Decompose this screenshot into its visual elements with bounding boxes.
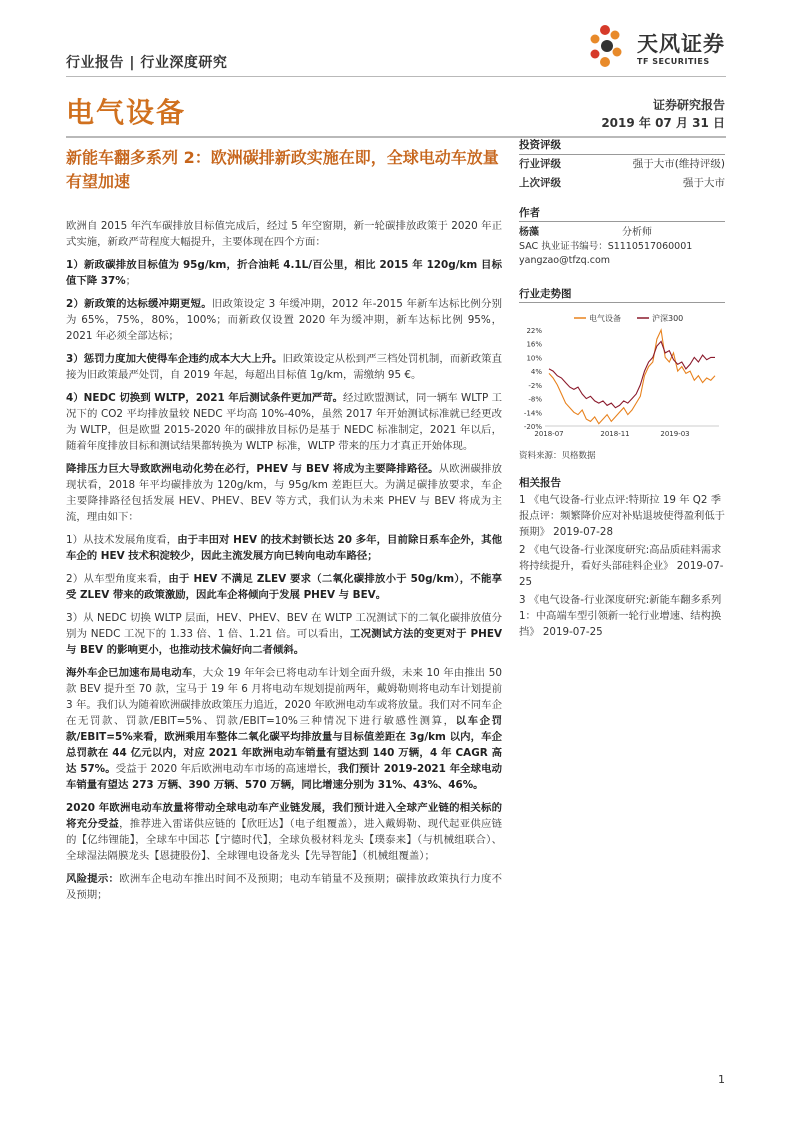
point-4 (66, 390, 502, 454)
trend-heading-block (519, 286, 725, 303)
point-3-text: 旧政策设定从松到严三档处罚机制，而新政策直接为旧政策最严处罚，自 2019 年起，每超出目标值 1g/km，需缴纳 95 €。 (66, 353, 502, 381)
reason-3-text: 3）从 NEDC 切换 WLTP 层面，HEV、PHEV、BEV 在 WLTP 工况测试下的二氧化碳排放值分别为 NEDC 工况下的 1.33 倍、1 倍、1.21 倍。可以看出， (66, 612, 502, 640)
y-tick-label: -2% (528, 381, 542, 390)
trend-chart (519, 308, 725, 443)
risk-label: 风险提示： (66, 873, 120, 885)
logo-mark-icon (585, 22, 635, 72)
reason-1-text: 1）从技术发展角度看， (66, 534, 178, 546)
page-number: 1 (718, 1073, 725, 1086)
report-category: 行业报告 | 行业深度研究 (66, 55, 228, 71)
trend-chart-svg (519, 308, 725, 443)
author-name: 杨藻 (519, 227, 539, 238)
company-logo (585, 20, 730, 74)
point-3-bold: 3）惩罚力度加大使得车企违约成本大大上升。 (66, 353, 283, 365)
main-title: 新能车翻多系列 2：欧洲碳排新政实施在即，全球电动车放量有望加速 (66, 148, 499, 191)
report-date: 2019 年 07 月 31 日 (601, 116, 725, 130)
phev-bev-paragraph (66, 461, 502, 525)
point-1-bold: 1）新政碳排放目标值为 95g/km，折合油耗 4.1L/百公里，相比 2015 年 120g/km 目标值下降 37% (66, 259, 502, 287)
point-4-text: 经过欧盟测试，同一辆车 WLTP 工况下的 CO2 平均排放量较 NEDC 平均高 10%-40%，虽然 2017 年开始测试标准就已经更改为 WLTP，但是欧盟 2015-2020 年的碳排放目标仍是基于 NEDC 标准制定，2021 年以后，随着年度排放目标和测试结果都转换为 WLTP 标准，WLTP 带来的压力才真正开始体现。 (66, 392, 503, 452)
overseas-text-b: 受益于 2020 年后欧洲电动车市场的高速增长， (115, 763, 338, 775)
rating-panel (519, 136, 725, 193)
y-tick-label: 16% (526, 340, 542, 349)
ref-item[interactable]: 3 《电气设备-行业深度研究:新能车翻多系列 1：中高端车型引领新一轮行业增速、结构换挡》 2019-07-25 (519, 594, 722, 638)
point-1 (66, 257, 502, 289)
risk-paragraph (66, 871, 502, 903)
overseas-paragraph (66, 665, 502, 793)
point-2-bold: 2）新政策的达标缓冲期更短。 (66, 298, 212, 310)
ref-item[interactable]: 2 《电气设备-行业深度研究:高品质硅料需求将持续提升，看好头部硅料企业》 2019-07-25 (519, 544, 724, 588)
report-type: 证券研究报告 (652, 98, 725, 112)
x-tick-label: 2019-03 (660, 430, 690, 438)
report-body (66, 218, 502, 910)
reason-1-bold: 由于丰田对 HEV 的技术封锁长达 20 多年，目前除日系车企外，其他车企的 HEV 技术积淀较少，因此主流发展方向已转向电动车路径； (66, 534, 502, 562)
trend-divider (519, 302, 725, 303)
y-tick-label: -8% (528, 395, 542, 404)
intro-paragraph: 欧洲自 2015 年汽车碳排放目标值完成后，经过 5 年空窗期，新一轮碳排放政策于 2020 年正式实施，新政严苛程度大幅提升，主要体现在四个方面： (66, 220, 502, 248)
point-3 (66, 351, 502, 383)
x-tick-label: 2018-11 (600, 430, 630, 438)
author-panel (519, 205, 725, 268)
phev-bev-text: 从欧洲碳排放现状看，2018 年平均碳排放为 120g/km，与 95g/km 差距巨大。为满足碳排放要求，车企主要降排路径包括发展 HEV、PHEV、BEV 等方式，我们认为未来 PHEV 与 BEV 将成为主流，理由如下： (66, 463, 502, 523)
y-tick-label: 22% (526, 327, 542, 335)
prev-rating-label: 上次评级 (519, 177, 561, 189)
reason-3 (66, 610, 502, 658)
logo-text: 天风证券 (637, 32, 725, 56)
industry-rating-label: 行业评级 (519, 158, 561, 170)
refs-heading-block (519, 476, 725, 490)
author-divider (519, 221, 725, 222)
recommend-paragraph (66, 800, 502, 864)
series-line (549, 341, 715, 407)
point-4-bold: 4）NEDC 切换到 WLTP，2021 年后测试条件更加严苛。 (66, 392, 344, 404)
ref-item[interactable]: 1 《电气设备-行业点评:特斯拉 19 年 Q2 季报点评：频繁降价应对补贴退坡使得盈利低于预期》 2019-07-28 (519, 494, 725, 538)
author-row (519, 225, 725, 240)
reason-2-bold-b: 不能享受 ZLEV 带来的政策激励，因此车企将倾向于发展 PHEV 与 BEV。 (66, 573, 502, 601)
series-line (549, 330, 715, 424)
author-heading: 作者 (519, 207, 540, 219)
prev-rating-row (519, 174, 725, 193)
industry-rating-row (519, 155, 725, 174)
reason-2 (66, 571, 502, 603)
header-divider (66, 76, 726, 77)
recommend-text: ，推荐进入雷诺供应链的【欣旺达】（电子组覆盖），进入戴姆勒、现代起亚供应链的【亿纬锂能】，全球车中国芯【宁德时代】，全球负极材料龙头【璞泰来】（与机械组联合）、全球湿法隔膜龙头【恩捷股份】、全球锂电设备龙头【先导智能】（机械组覆盖）； (66, 818, 502, 862)
overseas-bold-c: 我们预计 2019-2021 年全球电动车销量有望达 273 万辆、390 万辆、570 万辆，同比增速分别为 31%、43%、46%。 (66, 763, 502, 791)
refs-heading: 相关报告 (519, 477, 561, 489)
point-1-text: ； (125, 275, 137, 287)
overseas-text-a: ，大众 19 年年会已将电动车计划全面升级，未来 10 年由推出 50 款 BEV 提升至 70 款，宝马于 19 年 6 月将电动车规划提前两年，戴姆勒则将电动车计划提前 3 年。我们认为随着欧洲碳排放政策压力追近，2020 年欧洲电动车或将放量。我们对不同车企在无罚款、罚款/EBIT=5%、罚款/EBIT=10%三种情况下进行敏感性测算， (66, 667, 502, 727)
x-tick-label: 2018-07 (534, 430, 564, 438)
y-tick-label: -14% (523, 409, 542, 418)
risk-text: 欧洲车企电动车推出时间不及预期；电动车销量不及预期；碳排放政策执行力度不及预期； (66, 873, 502, 901)
phev-bev-bold: 降排压力巨大导致欧洲电动化势在必行，PHEV 与 BEV 将成为主要降排路径。 (66, 463, 439, 475)
sector-title: 电气设备 (66, 96, 187, 129)
trend-heading: 行业走势图 (519, 288, 572, 300)
prev-rating-value: 强于大市 (683, 177, 725, 189)
legend-label: 电气设备 (589, 314, 621, 323)
y-tick-label: 4% (530, 368, 542, 377)
reason-2-bold-a: 由于 HEV 不满足 ZLEV 要求（二氧化碳排放小于 50g/km）， (168, 573, 471, 585)
chart-source: 资料来源：贝格数据 (519, 451, 596, 461)
author-role: 分析师 (622, 227, 652, 238)
legend-label: 沪深300 (652, 314, 684, 323)
logo-subtext: TF SECURITIES (637, 57, 710, 66)
overseas-bold-a: 海外车企已加速布局电动车 (66, 667, 193, 679)
point-2 (66, 296, 502, 344)
recommend-bold: 2020 年欧洲电动车放量将带动全球电动车产业链发展，我们预计进入全球产业链的相关标的将充分受益 (66, 802, 502, 830)
reason-2-text: 2）从车型角度来看， (66, 573, 169, 585)
overseas-bold-b: 以车企罚款/EBIT=5%来看，欧洲乘用车整体二氧化碳平均排放量与目标值差距在 3g/km 以内，车企总罚款在 44 亿元以内，对应 2021 年欧洲电动车销量有望达到 140 万辆，4 年 CAGR 高达 57%。 (66, 715, 503, 775)
point-2-text: 旧政策设定 3 年缓冲期，2012 年-2015 年新车达标比例分别为 65%，75%，80%，100%；而新政仅设置 2020 年为缓冲期，新车达标比例 95%，2021 年必须全部达标； (66, 298, 502, 342)
y-tick-label: 10% (526, 354, 542, 363)
rating-heading: 投资评级 (519, 139, 561, 151)
refs-list (519, 492, 725, 642)
author-email[interactable]: yangzao@tfzq.com (519, 255, 611, 266)
reason-1 (66, 532, 502, 564)
author-sac: SAC 执业证书编号：S1110517060001 (519, 241, 693, 252)
reason-3-bold: 工况测试方法的变更对于 PHEV 与 BEV 的影响更小，也推动技术偏好向二者倾斜。 (66, 628, 502, 656)
y-tick-label: -20% (523, 423, 542, 431)
industry-rating-value: 强于大市(维持评级) (632, 158, 725, 170)
